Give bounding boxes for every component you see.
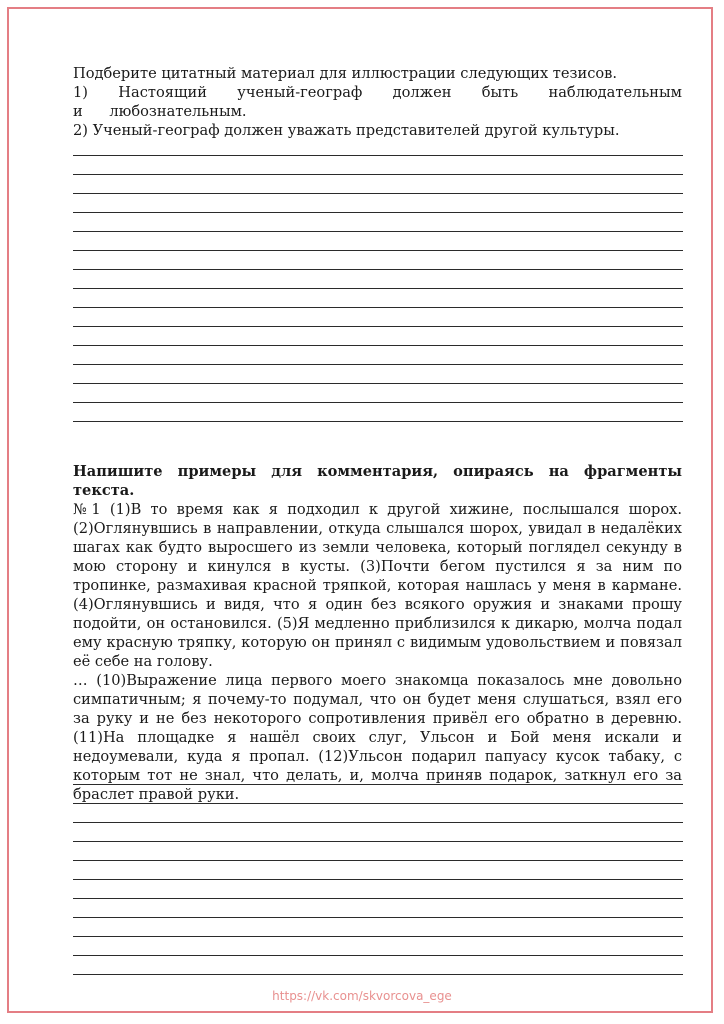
answer-line[interactable] [73, 307, 683, 308]
answer-line[interactable] [73, 803, 683, 804]
answer-line[interactable] [73, 345, 683, 346]
answer-line[interactable] [73, 383, 683, 384]
footer-link[interactable]: https://vk.com/skvorcova_ege [272, 989, 452, 1003]
answer-line[interactable] [73, 326, 683, 327]
fragment-paragraph-1: №1 (1)В то время как я подходил к другой хижине, послышался шорох. (2)Оглянувшись в направлении, откуда слышался шорох, увидал в недалёких шагах как будто выросшего из земли человека, который поглядел секунду в мою сторону и кинулся в кусты. (3)Почти бегом пустился я за ним по тропинке, размахивая красной тряпкой, которая нашлась у меня в кармане. (4)Оглянувшись и видя, что я один без всякого оружия и знаками прошу подойти, он остановился. (5)Я медленно приблизился к дикарю, молча подал ему красную тряпку, которую он принял с видимым удовольствием и повязал её себе на голову. [73, 501, 682, 670]
answer-line[interactable] [73, 193, 683, 194]
answer-line[interactable] [73, 402, 683, 403]
task1-thesis-2: 2) Ученый-географ должен уважать представителей другой культуры. [73, 122, 620, 139]
answer-line[interactable] [73, 917, 683, 918]
answer-line[interactable] [73, 269, 683, 270]
answer-line[interactable] [73, 860, 683, 861]
answer-line[interactable] [73, 212, 683, 213]
task2-heading-block [73, 462, 682, 500]
answer-line[interactable] [73, 784, 683, 785]
answer-line[interactable] [73, 898, 683, 899]
answer-line[interactable] [73, 936, 683, 937]
task1-intro: Подберите цитатный материал для иллюстрации следующих тезисов. [73, 65, 618, 82]
answer-line[interactable] [73, 288, 683, 289]
answer-line[interactable] [73, 250, 683, 251]
answer-line[interactable] [73, 174, 683, 175]
fragment-paragraph-2: … (10)Выражение лица первого моего знакомца показалось мне довольно симпатичным; я почему-то подумал, что он будет меня слушаться, взял его за руку и не без некоторого сопротивления привёл его обратно в деревню. (11)На площадке я нашёл своих слуг, Ульсон и Бой меня искали и недоумевали, куда я пропал. (12)Ульсон подарил папуасу кусок табаку, с которым тот не знал, что делать, и, молча приняв подарок, заткнул его за браслет правой руки. [73, 672, 682, 803]
answer-line[interactable] [73, 955, 683, 956]
answer-line[interactable] [73, 841, 683, 842]
task1-thesis-1: 1) Настоящий ученый-географ должен быть наблюдательным и любознательным. [73, 84, 682, 120]
task2-heading: Напишите примеры для комментария, опираясь на фрагменты текста. [73, 463, 682, 499]
answer-line[interactable] [73, 879, 683, 880]
answer-line[interactable] [73, 155, 683, 156]
task2-fragment [73, 500, 682, 804]
task1-block [73, 64, 682, 140]
answer-line[interactable] [73, 364, 683, 365]
answer-line[interactable] [73, 822, 683, 823]
answer-line[interactable] [73, 974, 683, 975]
answer-line[interactable] [73, 231, 683, 232]
answer-line[interactable] [73, 421, 683, 422]
